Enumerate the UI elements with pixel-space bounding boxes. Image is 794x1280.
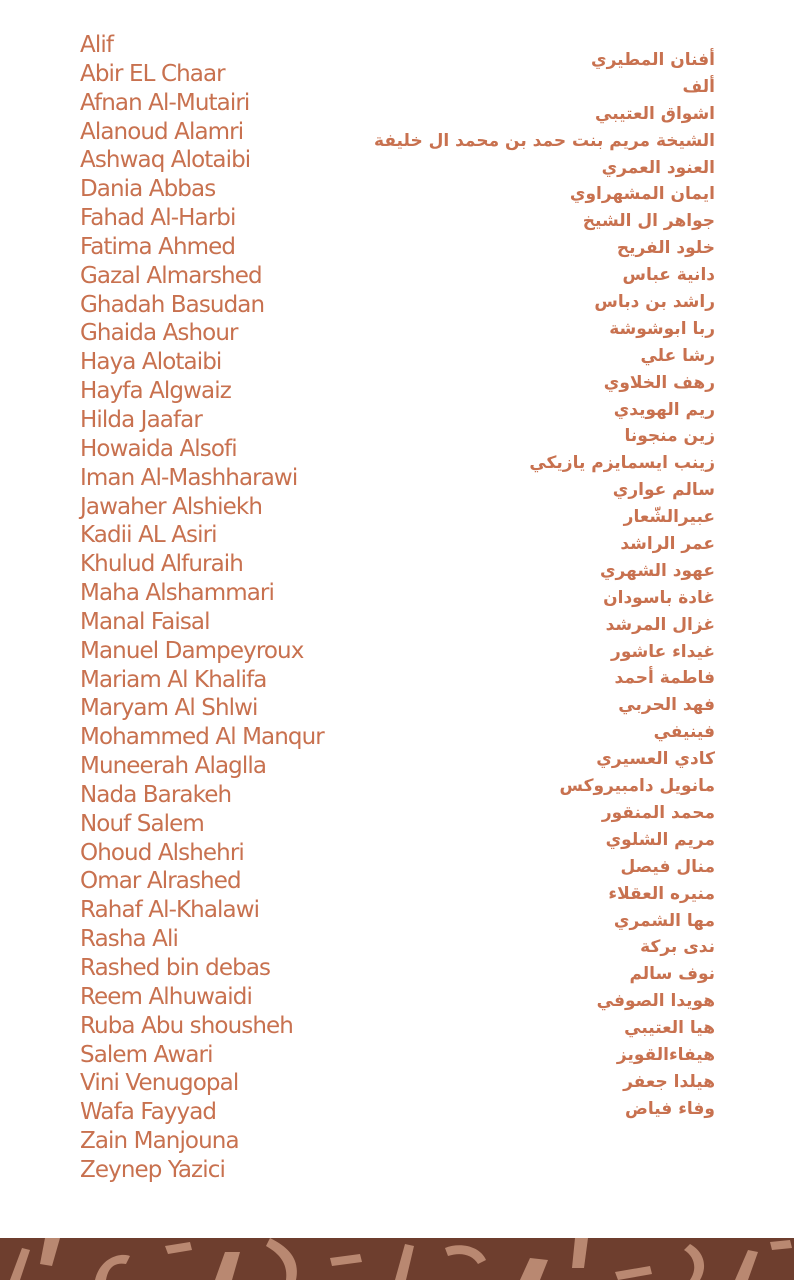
english-name-item: Salem Awari: [80, 1041, 213, 1068]
arabic-name-item: مانويل دامبيروكس: [559, 776, 715, 797]
english-name-item: Maryam Al Shlwi: [80, 695, 258, 722]
english-name-item: Dania Abbas: [80, 176, 216, 203]
arabic-name-item: عبيرالشّعار: [623, 507, 715, 528]
english-name-item: Mariam Al Khalifa: [80, 666, 267, 693]
arabic-name-item: هيلدا جعفر: [623, 1071, 715, 1092]
english-name-item: Omar Alrashed: [80, 868, 241, 895]
english-name-item: Ghaida Ashour: [80, 320, 238, 347]
arabic-name-item: أفنان المطيري: [591, 50, 715, 70]
english-name-item: Alif: [80, 32, 114, 58]
english-name-item: Reem Alhuwaidi: [80, 983, 252, 1010]
english-name-item: Mohammed Al Manqur: [80, 724, 324, 751]
arabic-name-item: فهد الحربي: [618, 695, 715, 716]
english-name-item: Nada Barakeh: [80, 781, 232, 808]
english-name-item: Gazal Almarshed: [80, 262, 262, 289]
arabic-name-item: فينيفي: [653, 722, 715, 743]
english-name-item: Ghadah Basudan: [80, 291, 265, 318]
english-name-item: Alanoud Alamri: [80, 118, 244, 145]
arabic-name-item: نوف سالم: [629, 964, 715, 985]
english-name-item: Rahaf Al-Khalawi: [80, 897, 260, 924]
arabic-name-item: راشد بن دباس: [594, 292, 715, 313]
arabic-name-item: العنود العمري: [601, 157, 715, 178]
arabic-name-item: ايمان المشهراوي: [569, 184, 715, 205]
arabic-name-item: رشا علي: [640, 345, 715, 366]
english-name-item: Hayfa Algwaiz: [80, 378, 231, 405]
arabic-name-item: محمد المنقور: [601, 802, 715, 823]
english-name-item: Haya Alotaibi: [80, 349, 222, 376]
arabic-name-item: هيا العتيبي: [624, 1018, 715, 1039]
arabic-name-item: غادة باسودان: [603, 587, 715, 608]
english-name-item: Jawaher Alshiekh: [80, 493, 262, 520]
english-name-item: Abir EL Chaar: [80, 60, 225, 87]
english-name-item: Maha Alshammari: [80, 580, 274, 607]
arabic-name-item: مها الشمري: [613, 910, 715, 931]
arabic-name-item: منيره العقلاء: [608, 883, 715, 904]
arabic-name-item: غزال المرشد: [605, 614, 715, 635]
arabic-name-item: رهف الخلاوي: [603, 372, 715, 393]
english-name-item: Kadii AL Asiri: [80, 522, 217, 549]
arabic-name-item: ندى بركة: [640, 937, 715, 958]
english-name-item: Rasha Ali: [80, 926, 178, 953]
arabic-name-item: الشيخة مريم بنت حمد بن محمد ال خليفة: [374, 130, 715, 151]
english-name-item: Hilda Jaafar: [80, 406, 202, 433]
decorative-pattern-strip: [0, 1238, 794, 1280]
arabic-name-item: ريم الهويدي: [613, 399, 715, 420]
arabic-name-item: هيفاءالقويز: [616, 1044, 715, 1065]
arabic-name-item: دانية عباس: [622, 265, 715, 286]
arabic-name-item: جواهر ال الشيخ: [582, 211, 715, 232]
arabic-name-item: كادي العسيري: [596, 749, 715, 770]
arabic-name-item: اشواق العتيبي: [595, 103, 715, 124]
english-name-item: Ohoud Alshehri: [80, 839, 244, 866]
english-name-item: Khulud Alfuraih: [80, 551, 243, 578]
english-name-item: Zeynep Yazici: [80, 1156, 225, 1183]
english-name-item: Wafa Fayyad: [80, 1099, 217, 1126]
english-name-item: Manal Faisal: [80, 608, 210, 635]
english-name-item: Iman Al-Mashharawi: [80, 464, 298, 491]
arabic-name-item: سالم عواري: [612, 480, 715, 501]
english-name-item: Nouf Salem: [80, 810, 204, 837]
calligraphy-pattern-icon: [0, 1238, 794, 1280]
arabic-name-item: وفاء فياض: [624, 1098, 715, 1119]
english-name-item: Fahad Al-Harbi: [80, 205, 236, 232]
arabic-names-list: [374, 47, 715, 1123]
english-names-list: [80, 31, 324, 1185]
arabic-name-item: زين منجونا: [624, 426, 715, 447]
english-name-item: Ruba Abu shousheh: [80, 1012, 293, 1039]
arabic-name-item: فاطمة أحمد: [614, 668, 715, 689]
english-name-item: Muneerah Alaglla: [80, 753, 267, 780]
english-name-item: Howaida Alsofi: [80, 435, 237, 462]
arabic-name-item: مريم الشلوي: [605, 829, 715, 850]
english-name-item: Rashed bin debas: [80, 955, 271, 981]
english-name-item: Zain Manjouna: [80, 1128, 239, 1155]
arabic-name-item: ألف: [682, 76, 715, 97]
english-name-item: Manuel Dampeyroux: [80, 637, 304, 664]
arabic-name-item: منال فيصل: [620, 856, 715, 877]
english-name-item: Fatima Ahmed: [80, 233, 236, 260]
arabic-name-item: خلود الفريح: [616, 238, 715, 259]
arabic-name-item: ربا ابوشوشة: [609, 318, 715, 339]
english-name-item: Vini Venugopal: [80, 1070, 239, 1097]
arabic-name-item: عمر الراشد: [620, 534, 715, 555]
arabic-name-item: زينب ايسمايزم يازيكي: [529, 453, 715, 474]
arabic-name-item: غيداء عاشور: [611, 641, 715, 662]
english-name-item: Afnan Al-Mutairi: [80, 89, 250, 116]
arabic-name-item: عهود الشهري: [599, 560, 715, 581]
arabic-name-item: هويدا الصوفي: [596, 991, 715, 1012]
english-name-item: Ashwaq Alotaibi: [80, 147, 251, 174]
